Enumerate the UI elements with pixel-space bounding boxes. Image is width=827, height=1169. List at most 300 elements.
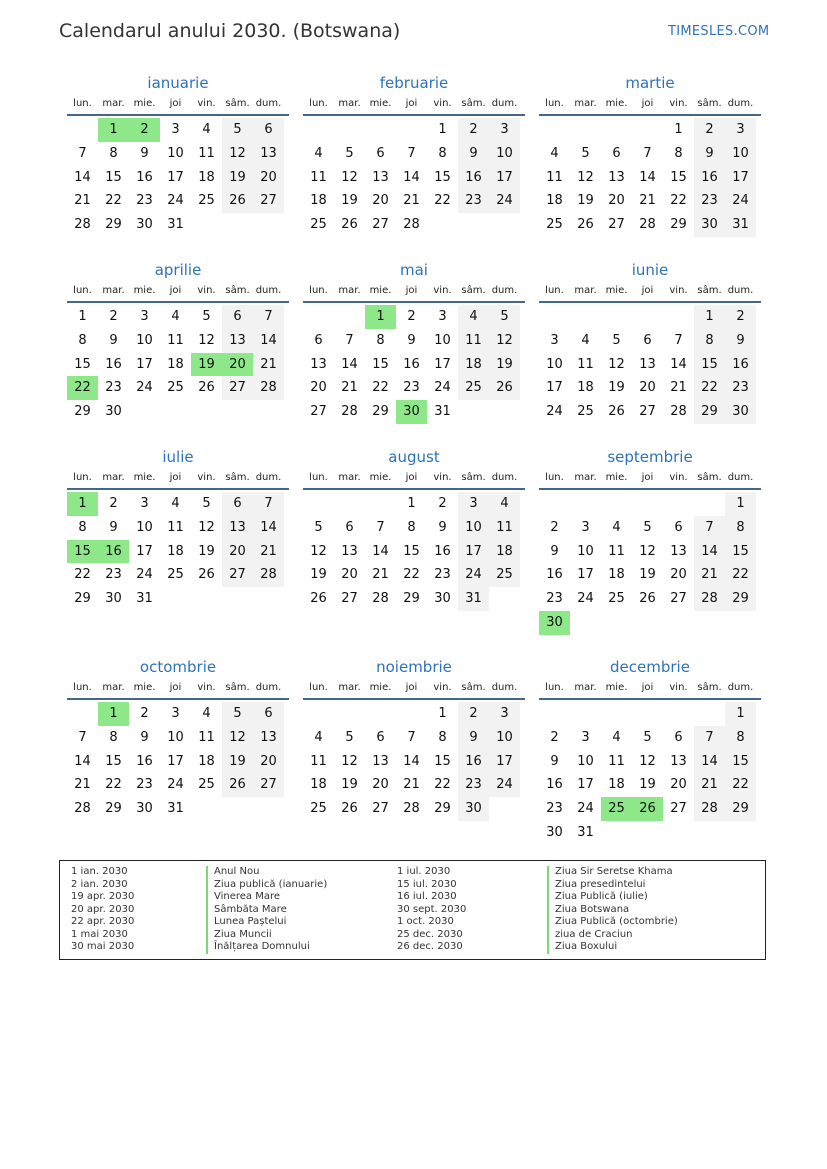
day-cell: 21 — [74, 193, 91, 209]
day-cell: 13 — [310, 356, 327, 372]
day-cell: 22 — [403, 567, 420, 583]
day-grid — [67, 305, 289, 424]
day-cell: 18 — [167, 543, 184, 559]
brand-link[interactable]: TIMESLES.COM — [668, 24, 770, 39]
day-cell: 11 — [608, 543, 625, 559]
weekday-label: joi — [405, 98, 418, 109]
day-cell: 8 — [407, 519, 416, 535]
day-cell: 4 — [202, 706, 211, 721]
day-cell: 26 — [341, 801, 358, 817]
holiday-day-cell: 15 — [67, 540, 98, 564]
weekday-label: dum. — [255, 682, 282, 693]
holiday-date: 19 apr. 2030 — [71, 891, 135, 902]
day-cell: 25 — [577, 404, 594, 420]
day-cell: 10 — [434, 332, 451, 348]
weekday-label: sâm. — [697, 472, 722, 483]
holiday-name: Ziua Botswana — [547, 904, 678, 917]
day-cell: 23 — [136, 193, 153, 209]
weekday-label: dum. — [727, 472, 754, 483]
month-name: ianuarie — [147, 74, 209, 92]
weekday-label: mie. — [605, 285, 628, 296]
day-cell: 5 — [222, 118, 253, 142]
weekday-label: mar. — [574, 98, 597, 109]
day-cell: 31 — [458, 587, 489, 611]
holiday-day-cell: 1 — [365, 305, 396, 329]
holiday-names-right — [547, 866, 678, 954]
empty-cell — [570, 118, 601, 142]
weekday-label: dum. — [727, 98, 754, 109]
day-cell: 24 — [136, 380, 153, 396]
weekday-header — [303, 678, 525, 700]
day-cell: 3 — [438, 309, 447, 324]
day-cell: 15 — [434, 753, 451, 769]
weekday-label: dum. — [491, 682, 518, 693]
day-cell: 17 — [489, 750, 520, 774]
day-cell: 12 — [198, 332, 215, 348]
day-cell: 17 — [577, 777, 594, 793]
day-cell: 24 — [577, 591, 594, 607]
holiday-date: 16 iul. 2030 — [397, 891, 457, 902]
day-cell: 7 — [78, 729, 87, 745]
day-cell: 23 — [136, 777, 153, 793]
holiday-name: Ziua Publică (octombrie) — [547, 916, 678, 929]
day-cell: 11 — [198, 729, 215, 745]
month-mai — [303, 259, 525, 424]
holiday-date: 22 apr. 2030 — [71, 916, 135, 927]
weekday-label: lun. — [545, 472, 564, 483]
empty-cell — [663, 702, 694, 726]
day-cell: 20 — [670, 777, 687, 793]
holiday-date: 1 mai 2030 — [71, 928, 128, 940]
day-cell: 8 — [109, 729, 118, 745]
day-cell: 9 — [438, 519, 447, 535]
day-cell: 16 — [458, 166, 489, 190]
day-cell: 11 — [167, 332, 184, 348]
empty-cell — [365, 702, 396, 726]
day-cell: 2 — [109, 496, 118, 511]
weekday-label: vin. — [433, 285, 452, 296]
day-cell: 27 — [372, 217, 389, 233]
day-cell: 3 — [550, 332, 559, 348]
day-cell: 26 — [222, 773, 253, 797]
day-cell: 10 — [577, 753, 594, 769]
empty-cell — [365, 492, 396, 516]
day-cell: 8 — [694, 329, 725, 353]
day-cell: 13 — [670, 753, 687, 769]
day-cell: 19 — [341, 777, 358, 793]
day-cell: 6 — [222, 305, 253, 329]
holiday-day-cell: 25 — [601, 797, 632, 821]
holiday-name: Vinerea Mare — [206, 891, 327, 904]
day-cell: 13 — [253, 726, 284, 750]
day-cell: 31 — [577, 824, 594, 840]
weekday-label: mar. — [338, 98, 361, 109]
day-cell: 30 — [694, 213, 725, 237]
day-cell: 16 — [105, 356, 122, 372]
day-cell: 2 — [694, 118, 725, 142]
day-cell: 26 — [310, 591, 327, 607]
day-cell: 22 — [694, 376, 725, 400]
holiday-name: Ziua Boxului — [547, 941, 678, 954]
day-cell: 3 — [171, 122, 180, 137]
empty-cell — [303, 702, 334, 726]
weekday-label: joi — [641, 98, 654, 109]
month-name: noiembrie — [376, 658, 452, 676]
day-cell: 9 — [725, 329, 756, 353]
day-cell: 7 — [407, 145, 416, 161]
empty-cell — [570, 492, 601, 516]
weekday-label: sâm. — [225, 98, 250, 109]
holiday-name: Ziua presedintelui — [547, 879, 678, 892]
weekday-label: joi — [169, 472, 182, 483]
day-cell: 31 — [434, 404, 451, 420]
day-cell: 18 — [608, 567, 625, 583]
holiday-date: 30 sept. 2030 — [397, 903, 467, 915]
day-cell: 6 — [345, 519, 354, 535]
empty-cell — [334, 702, 365, 726]
weekday-header — [303, 281, 525, 303]
weekday-label: mie. — [369, 98, 392, 109]
holiday-names-left — [206, 866, 327, 954]
holiday-dates-left — [71, 866, 134, 954]
day-cell: 14 — [639, 169, 656, 185]
day-cell: 12 — [341, 169, 358, 185]
day-cell: 22 — [434, 777, 451, 793]
day-grid — [303, 118, 525, 237]
day-cell: 25 — [608, 591, 625, 607]
holiday-name: Ziua publică (ianuarie) — [206, 879, 327, 892]
day-cell: 25 — [198, 193, 215, 209]
day-cell: 17 — [489, 166, 520, 190]
day-cell: 7 — [78, 145, 87, 161]
day-cell: 11 — [577, 356, 594, 372]
holiday-day-cell: 2 — [129, 118, 160, 142]
day-cell: 19 — [639, 567, 656, 583]
weekday-label: joi — [641, 472, 654, 483]
day-cell: 30 — [105, 404, 122, 420]
day-cell: 9 — [550, 543, 559, 559]
weekday-header — [539, 468, 761, 490]
day-cell: 8 — [725, 516, 756, 540]
day-cell: 9 — [140, 145, 149, 161]
empty-cell — [396, 702, 427, 726]
month-name: octombrie — [139, 658, 217, 676]
holiday-day-cell: 1 — [98, 118, 129, 142]
month-august — [303, 446, 525, 611]
day-cell: 5 — [612, 332, 621, 348]
weekday-label: mar. — [574, 682, 597, 693]
day-cell: 12 — [310, 543, 327, 559]
weekday-header — [67, 678, 289, 700]
day-cell: 2 — [438, 496, 447, 511]
day-cell: 4 — [171, 496, 180, 511]
weekday-header — [303, 94, 525, 116]
month-ianuarie — [67, 72, 289, 237]
day-cell: 19 — [489, 353, 520, 377]
day-cell: 29 — [372, 404, 389, 420]
day-cell: 23 — [458, 189, 489, 213]
day-cell: 27 — [372, 801, 389, 817]
day-grid — [67, 118, 289, 237]
month-name: iunie — [631, 261, 669, 279]
day-cell: 27 — [253, 773, 284, 797]
holiday-name: Înălțarea Domnului — [206, 941, 327, 954]
weekday-label: sâm. — [697, 682, 722, 693]
day-cell: 5 — [345, 145, 354, 161]
day-cell: 8 — [438, 145, 447, 161]
empty-cell — [334, 305, 365, 329]
day-cell: 28 — [403, 217, 420, 233]
empty-cell — [570, 305, 601, 329]
empty-cell — [632, 118, 663, 142]
day-cell: 24 — [546, 404, 563, 420]
weekday-label: vin. — [669, 472, 688, 483]
day-cell: 21 — [670, 380, 687, 396]
day-cell: 13 — [639, 356, 656, 372]
day-cell: 23 — [434, 567, 451, 583]
day-cell: 23 — [694, 189, 725, 213]
day-cell: 24 — [458, 563, 489, 587]
holiday-day-cell: 19 — [191, 353, 222, 377]
weekday-label: mie. — [605, 472, 628, 483]
day-grid — [539, 118, 761, 237]
weekday-label: sâm. — [461, 472, 486, 483]
day-cell: 17 — [725, 166, 756, 190]
day-cell: 9 — [109, 332, 118, 348]
holiday-date: 1 oct. 2030 — [397, 916, 454, 927]
holiday-day-cell: 1 — [67, 492, 98, 516]
day-cell: 4 — [458, 305, 489, 329]
day-grid — [303, 702, 525, 821]
day-cell: 4 — [314, 145, 323, 161]
day-cell: 7 — [253, 492, 284, 516]
day-cell: 30 — [434, 591, 451, 607]
holiday-name: Ziua Muncii — [206, 929, 327, 942]
day-cell: 27 — [670, 801, 687, 817]
day-cell: 31 — [136, 591, 153, 607]
day-grid — [539, 702, 761, 845]
day-cell: 27 — [310, 404, 327, 420]
month-name: august — [388, 448, 440, 466]
empty-cell — [601, 305, 632, 329]
day-cell: 29 — [670, 217, 687, 233]
day-cell: 6 — [376, 729, 385, 745]
holiday-day-cell: 30 — [539, 611, 570, 635]
weekday-label: sâm. — [461, 682, 486, 693]
empty-cell — [694, 492, 725, 516]
day-grid — [67, 702, 289, 821]
weekday-label: lun. — [545, 285, 564, 296]
day-cell: 28 — [253, 563, 284, 587]
day-grid — [539, 305, 761, 424]
weekday-label: mar. — [574, 472, 597, 483]
empty-cell — [67, 118, 98, 142]
day-cell: 3 — [140, 496, 149, 511]
holiday-date: 26 dec. 2030 — [397, 941, 463, 952]
day-cell: 17 — [136, 543, 153, 559]
day-cell: 10 — [136, 332, 153, 348]
day-cell: 3 — [581, 729, 590, 745]
day-cell: 14 — [403, 169, 420, 185]
day-cell: 24 — [167, 777, 184, 793]
weekday-label: dum. — [727, 682, 754, 693]
holiday-name: Ziua Publică (iulie) — [547, 891, 678, 904]
day-cell: 21 — [372, 567, 389, 583]
weekday-label: lun. — [73, 98, 92, 109]
day-cell: 27 — [639, 404, 656, 420]
weekday-label: vin. — [433, 682, 452, 693]
month-martie — [539, 72, 761, 237]
day-cell: 26 — [608, 404, 625, 420]
day-cell: 22 — [105, 777, 122, 793]
weekday-label: mie. — [369, 472, 392, 483]
day-cell: 12 — [639, 543, 656, 559]
day-cell: 31 — [167, 217, 184, 233]
weekday-label: joi — [641, 285, 654, 296]
day-cell: 27 — [670, 591, 687, 607]
day-cell: 2 — [458, 118, 489, 142]
day-cell: 7 — [345, 332, 354, 348]
day-cell: 4 — [314, 729, 323, 745]
day-grid — [303, 492, 525, 611]
day-cell: 17 — [546, 380, 563, 396]
day-cell: 11 — [310, 753, 327, 769]
day-cell: 9 — [458, 142, 489, 166]
day-cell: 27 — [222, 376, 253, 400]
weekday-label: mar. — [102, 98, 125, 109]
day-cell: 11 — [546, 169, 563, 185]
day-cell: 23 — [546, 591, 563, 607]
day-cell: 22 — [372, 380, 389, 396]
holiday-list — [59, 860, 766, 960]
holiday-day-cell: 30 — [396, 400, 427, 424]
day-cell: 19 — [198, 543, 215, 559]
day-cell: 6 — [314, 332, 323, 348]
day-cell: 2 — [550, 729, 559, 745]
empty-cell — [539, 702, 570, 726]
empty-cell — [539, 118, 570, 142]
weekday-label: mie. — [133, 98, 156, 109]
weekday-label: sâm. — [697, 98, 722, 109]
empty-cell — [663, 305, 694, 329]
day-cell: 9 — [550, 753, 559, 769]
holiday-name: Anul Nou — [206, 866, 327, 879]
day-cell: 13 — [222, 329, 253, 353]
day-cell: 14 — [341, 356, 358, 372]
holiday-date: 15 iul. 2030 — [397, 878, 457, 890]
day-cell: 25 — [310, 801, 327, 817]
weekday-label: mar. — [338, 285, 361, 296]
day-cell: 16 — [546, 567, 563, 583]
day-cell: 25 — [458, 376, 489, 400]
weekday-label: joi — [405, 472, 418, 483]
day-cell: 15 — [725, 540, 756, 564]
day-cell: 7 — [694, 726, 725, 750]
weekday-label: lun. — [73, 285, 92, 296]
day-cell: 3 — [725, 118, 756, 142]
empty-cell — [539, 492, 570, 516]
day-cell: 21 — [341, 380, 358, 396]
month-septembrie — [539, 446, 761, 635]
day-cell: 13 — [670, 543, 687, 559]
day-cell: 3 — [489, 702, 520, 726]
day-cell: 19 — [341, 193, 358, 209]
day-cell: 21 — [694, 773, 725, 797]
day-cell: 24 — [434, 380, 451, 396]
weekday-label: lun. — [309, 682, 328, 693]
day-cell: 22 — [105, 193, 122, 209]
empty-cell — [365, 118, 396, 142]
weekday-label: lun. — [309, 472, 328, 483]
day-cell: 20 — [253, 166, 284, 190]
month-name: mai — [400, 261, 428, 279]
day-cell: 29 — [725, 797, 756, 821]
weekday-label: joi — [641, 682, 654, 693]
day-cell: 10 — [546, 356, 563, 372]
day-cell: 10 — [167, 145, 184, 161]
day-cell: 28 — [694, 587, 725, 611]
weekday-label: mar. — [102, 682, 125, 693]
day-cell: 12 — [577, 169, 594, 185]
day-cell: 14 — [670, 356, 687, 372]
day-cell: 22 — [725, 563, 756, 587]
empty-cell — [632, 702, 663, 726]
day-cell: 20 — [670, 567, 687, 583]
weekday-label: lun. — [309, 98, 328, 109]
holiday-day-cell: 16 — [98, 540, 129, 564]
day-cell: 21 — [403, 777, 420, 793]
day-cell: 15 — [403, 543, 420, 559]
day-cell: 21 — [253, 353, 284, 377]
day-cell: 29 — [725, 587, 756, 611]
day-cell: 23 — [546, 801, 563, 817]
day-cell: 7 — [643, 145, 652, 161]
day-cell: 9 — [694, 142, 725, 166]
day-cell: 6 — [612, 145, 621, 161]
day-cell: 19 — [639, 777, 656, 793]
weekday-header — [303, 468, 525, 490]
day-cell: 10 — [136, 519, 153, 535]
day-cell: 24 — [489, 773, 520, 797]
day-cell: 1 — [438, 706, 447, 721]
holiday-name: Lunea Paștelui — [206, 916, 327, 929]
day-cell: 30 — [458, 797, 489, 821]
day-cell: 19 — [222, 166, 253, 190]
day-cell: 17 — [167, 753, 184, 769]
day-cell: 1 — [694, 305, 725, 329]
page-title: Calendarul anului 2030. (Botswana) — [59, 20, 401, 42]
day-cell: 29 — [434, 801, 451, 817]
month-name: septembrie — [607, 448, 693, 466]
day-cell: 20 — [372, 193, 389, 209]
holiday-date: 25 dec. 2030 — [397, 928, 463, 940]
weekday-label: joi — [169, 285, 182, 296]
weekday-label: vin. — [433, 472, 452, 483]
holiday-name: ziua de Craciun — [547, 929, 678, 942]
day-cell: 4 — [612, 519, 621, 535]
day-cell: 25 — [310, 217, 327, 233]
day-cell: 8 — [376, 332, 385, 348]
day-cell: 6 — [253, 118, 284, 142]
day-cell: 20 — [608, 193, 625, 209]
day-cell: 1 — [407, 496, 416, 511]
day-cell: 2 — [140, 706, 149, 721]
day-cell: 4 — [581, 332, 590, 348]
day-cell: 26 — [222, 189, 253, 213]
weekday-label: vin. — [197, 682, 216, 693]
weekday-label: dum. — [491, 98, 518, 109]
day-cell: 21 — [639, 193, 656, 209]
